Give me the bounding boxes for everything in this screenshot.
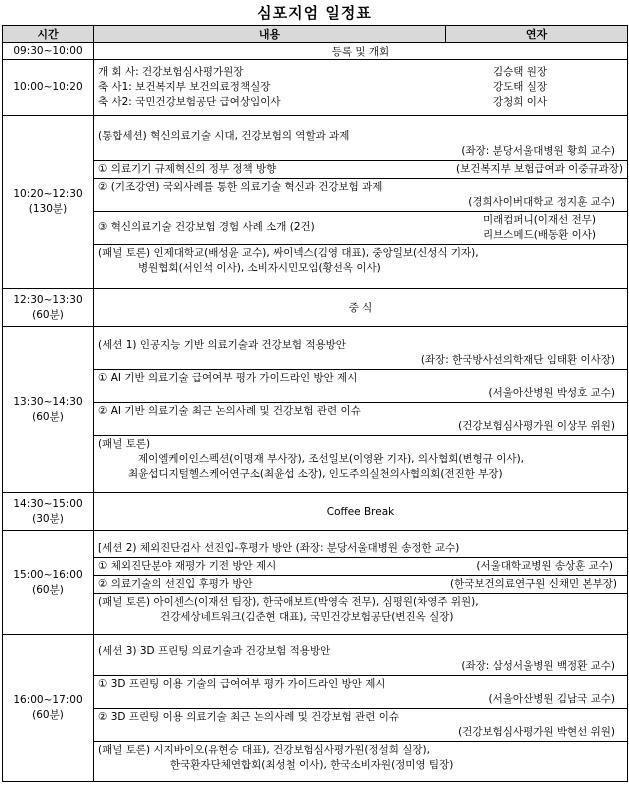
congrats2-speaker: 강청희 이사	[493, 96, 548, 108]
duration-label: (60분)	[32, 709, 64, 721]
talk-title: ② (기조강연) 국외사례를 통한 의료기술 혁신과 건강보험 과제	[98, 180, 383, 193]
talk-speaker: (보건복지부 보험급여과 이중규과장)	[455, 162, 623, 175]
talk-speaker: 미래컴퍼니(이재선 전무)	[483, 213, 596, 226]
table-row	[3, 327, 628, 493]
session-cell	[94, 531, 628, 635]
talk-speaker: (서울아산병원 박성호 교수)	[488, 386, 615, 399]
panel-line: (패널 토론)	[98, 437, 151, 450]
time-cell	[3, 60, 94, 116]
panel-line: 제이엘케이인스펙션(이명재 부사장), 조선일보(이영완 기자), 의사협회(변형규 이사),	[138, 452, 524, 465]
session-title: (세션 3) 3D 프린팅 의료기술과 건강보험 적용방안	[98, 644, 331, 657]
time-label: 12:30~13:30	[13, 293, 83, 306]
talk-line	[98, 162, 623, 177]
talk-block	[94, 403, 627, 436]
table-row	[3, 493, 628, 531]
registration-cell: 등록 및 개회	[94, 43, 628, 60]
time-cell	[3, 493, 94, 531]
talk-speaker: (경희사이버대학교 정지훈 교수)	[468, 195, 615, 208]
talk-block	[94, 576, 627, 594]
talk-speaker: (서울아산병원 김남국 교수)	[488, 692, 615, 705]
talk-speakers	[483, 213, 623, 243]
talk-title: ② 의료기술의 선진입 후평가 방안	[98, 577, 253, 590]
congrats2-line	[98, 95, 623, 110]
opening-speaker: 김승택 원장	[493, 66, 548, 78]
talk-title: ① 체외진단분야 재평가 기전 방안 제시	[98, 559, 277, 572]
time-cell	[3, 531, 94, 635]
panel-block	[94, 245, 627, 277]
time-label: 09:30~10:00	[13, 44, 83, 57]
talk-speaker: (한국보건의료연구원 신채민 본부장)	[449, 577, 617, 590]
opening-cell	[94, 60, 628, 116]
talk-speaker: 리브스메드(배동환 이사)	[483, 228, 596, 241]
duration-label: (60분)	[32, 410, 64, 423]
table-row	[3, 289, 628, 327]
page-title: 심포지엄 일정표	[257, 4, 372, 22]
panel-line: 한국환자단체연합회(최성철 이사), 한국소비자원(정미영 팀장)	[170, 758, 454, 771]
table-row	[3, 60, 628, 116]
time-cell	[3, 289, 94, 327]
talk-title: ① 3D 프린팅 이용 기술의 급여여부 평가 가이드라인 방안 제시	[98, 677, 386, 690]
duration-label: (30분)	[32, 512, 64, 525]
talk-speaker: (건강보험심사평가원 이상무 위원)	[458, 419, 615, 432]
panel-line: 건강세상네트워크(김준현 대표), 국민건강보험공단(변진옥 실장)	[160, 610, 454, 623]
talk-speaker: (서울대학교병원 송상훈 교수)	[476, 559, 613, 572]
panel-block	[94, 742, 627, 774]
talk-title: ② AI 기반 의료기술 최근 논의사례 및 건강보험 관련 이슈	[98, 404, 361, 417]
header-speaker: 연자	[446, 26, 628, 43]
talk-line	[98, 559, 623, 574]
coffee-break-cell: Coffee Break	[94, 493, 628, 531]
panel-block	[94, 436, 627, 483]
panel-line: (패널 토론) 시지바이오(유현승 대표), 건강보험심사평가원(정설희 실장),	[98, 743, 430, 756]
schedule-table	[2, 25, 628, 782]
duration-label: (60분)	[32, 583, 64, 596]
talk-title: ① AI 기반 의료기술 급여여부 평가 가이드라인 방안 제시	[98, 371, 358, 384]
talk-block	[94, 179, 627, 212]
talk-title: ③ 혁신의료기술 건강보험 경험 사례 소개 (2건)	[98, 221, 315, 233]
header-time: 시간	[3, 26, 94, 43]
time-label: 16:00~17:00	[13, 694, 83, 706]
header-content: 내용	[94, 26, 446, 43]
session-cell	[94, 327, 628, 493]
time-label: 10:20~12:30	[13, 188, 83, 200]
session-title: (통합세션) 혁신의료기술 시대, 건강보험의 역할과 과제	[98, 129, 350, 142]
opening-role: 개 회 사: 건강보험심사평가원장	[98, 66, 244, 78]
session-title-block	[94, 643, 627, 676]
session-title: (세션 1) 인공지능 기반 의료기술과 건강보험 적용방안	[98, 338, 346, 351]
table-row	[3, 116, 628, 289]
time-cell	[3, 43, 94, 60]
congrats2-role: 축 사2: 국민건강보험공단 급여상임이사	[98, 96, 281, 108]
panel-line: 최윤섭디지털헬스케어연구소(최윤섭 소장), 인도주의실천의사협의회(전진한 부장)	[128, 467, 503, 480]
congrats1-line	[98, 80, 623, 95]
duration-label: (60분)	[32, 308, 64, 321]
time-label: 15:00~16:00	[13, 568, 83, 581]
talk-title: ② 3D 프린팅 이용 의료기술 최근 논의사례 및 건강보험 관련 이슈	[98, 710, 399, 723]
congrats1-role: 축 사1: 보건복지부 보건의료정책실장	[98, 81, 271, 93]
talk-speaker: (건강보험심사평가원 박현선 위원)	[458, 725, 615, 738]
panel-block	[94, 594, 627, 626]
lunch-cell: 중 식	[94, 289, 628, 327]
session-chair: (좌장: 삼성서울병원 백정환 교수)	[461, 659, 615, 672]
time-label: 10:00~10:20	[13, 81, 83, 93]
talk-block	[94, 161, 627, 179]
panel-line: 병원협회(서인석 이사), 소비자시민모임(황선옥 이사)	[138, 261, 381, 274]
talk-block	[94, 212, 627, 245]
table-row	[3, 635, 628, 782]
time-cell	[3, 327, 94, 493]
session-chair: (좌장: 한국방사선의학재단 임태환 이사장)	[420, 353, 615, 366]
talk-title: ① 의료기기 규제혁신의 정부 정책 방향	[98, 162, 277, 175]
session-title: [세션 2) 체외진단검사 선진입-후평가 방안 (좌장: 분당서울대병원 송정한 교수)	[98, 541, 460, 554]
talk-block	[94, 558, 627, 576]
time-label: 14:30~15:00	[13, 497, 83, 510]
time-cell	[3, 116, 94, 289]
panel-line: (패널 토론) 아이센스(이재선 팀장), 한국애보트(박영숙 전무), 심평원(차영주 위원),	[98, 595, 479, 608]
session-title-block	[94, 540, 627, 558]
congrats1-speaker: 강도태 실장	[493, 81, 548, 93]
talk-block	[94, 676, 627, 709]
talk-block	[94, 709, 627, 742]
table-row	[3, 531, 628, 635]
session-cell	[94, 116, 628, 289]
time-label: 13:30~14:30	[13, 395, 83, 408]
talk-line	[98, 577, 623, 592]
session-title-block	[94, 128, 627, 161]
session-chair: (좌장: 분당서울대병원 황희 교수)	[461, 144, 615, 157]
duration-label: (130분)	[28, 203, 68, 215]
panel-line: (패널 토론) 인제대학교(배성윤 교수), 싸이넥스(김영 대표), 중앙일보(신성식 기자),	[98, 246, 479, 259]
header-row	[3, 26, 628, 43]
session-title-block	[94, 337, 627, 370]
session-cell	[94, 635, 628, 782]
table-row	[3, 43, 628, 60]
opening-line	[98, 65, 623, 80]
talk-block	[94, 370, 627, 403]
time-cell	[3, 635, 94, 782]
